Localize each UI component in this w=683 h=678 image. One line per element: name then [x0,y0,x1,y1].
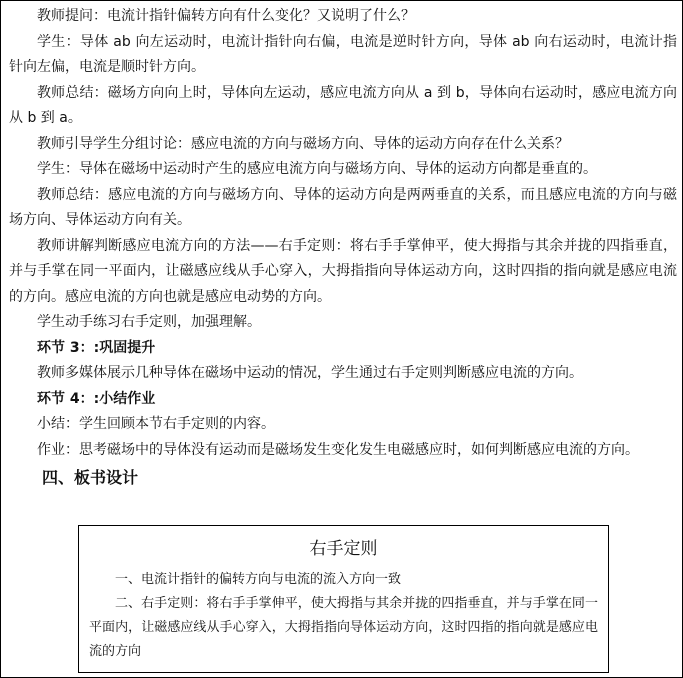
board-line-1: 一、电流计指针的偏转方向与电流的流入方向一致 [115,572,402,587]
paragraph-summary: 小结：学生回顾本节右手定则的内容。 [37,416,275,432]
board-line-2: 二、右手定则：将右手手掌伸平，使大拇指与其余并拢的四指垂直，并与手掌在同一平面内，让磁感应线从手心穿入，大拇指指向导体运动方向，这时四指的指向就是感应电流的方向 [89,596,598,659]
paragraph-student-practice: 学生动手练习右手定则，加强理解。 [37,314,261,330]
paragraph-multimedia: 教师多媒体展示几种导体在磁场中运动的情况，学生通过右手定则判断感应电流的方向。 [37,365,583,381]
heading-step-3: 环节 3：:巩固提升 [37,339,156,356]
paragraph-teacher-summary-1: 教师总结：磁场方向向上时，导体向左运动，感应电流方向从 a 到 b，导体向右运动时，感应电流方向从 b 到 a。 [9,84,677,126]
paragraph-group-discussion: 教师引导学生分组讨论：感应电流的方向与磁场方向、导体的运动方向存在什么关系？ [37,135,569,152]
document-body [9,4,677,493]
paragraph-student-answer-2: 学生：导体在磁场中运动时产生的感应电流方向与磁场方向、导体的运动方向都是垂直的。 [37,161,597,177]
heading-step-4: 环节 4：:小结作业 [37,390,156,407]
paragraph-homework: 作业：思考磁场中的导体没有运动而是磁场发生变化发生电磁感应时，如何判断感应电流的方向。 [37,441,639,458]
paragraph-student-answer-1: 学生：导体 ab 向左运动时，电流计指针向右偏，电流是逆时针方向，导体 ab 向右运动时，电流计指针向左偏，电流是顺时针方向。 [9,33,677,75]
paragraph-teacher-summary-2: 教师总结：感应电流的方向与磁场方向、导体的运动方向是两两垂直的关系，而且感应电流的方向与磁场方向、导体运动方向有关。 [9,186,677,228]
board-title: 右手定则 [309,539,378,559]
section-heading-board-design: 四、板书设计 [42,468,139,487]
paragraph-teacher-question: 教师提问：电流计指针偏转方向有什么变化？又说明了什么？ [37,8,415,24]
paragraph-right-hand-rule: 教师讲解判断感应电流方向的方法——右手定则：将右手手掌伸平，使大拇指与其余并拢的四指垂直，并与手掌在同一平面内，让磁感应线从手心穿入，大拇指指向导体运动方向，这时四指的指向就是感应电流的方向。感应电流的方向也就是感应电动势的方向。 [9,237,677,305]
blackboard-design-box [78,525,609,673]
